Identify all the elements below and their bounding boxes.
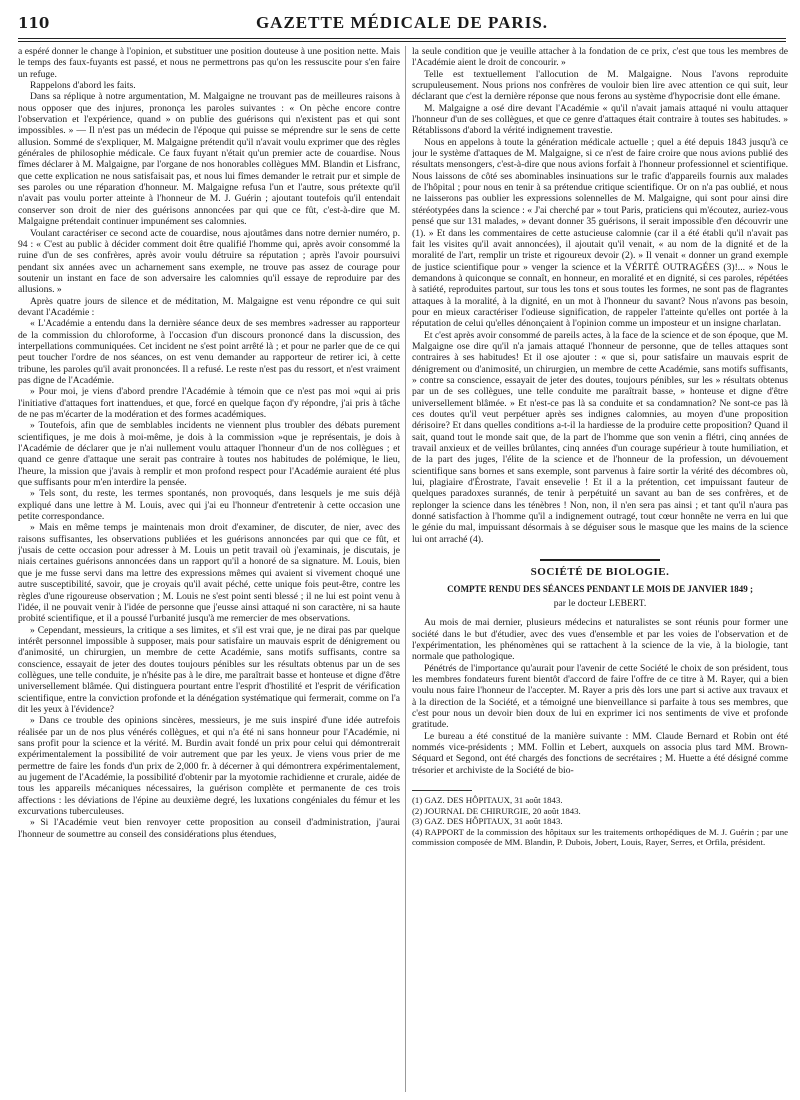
- footnote: (2) JOURNAL DE CHIRURGIE, 20 août 1843.: [412, 805, 581, 816]
- section-author: par le docteur LEBERT.: [553, 597, 647, 609]
- paragraph: » Si l'Académie veut bien renvoyer cette proposition au conseil d'administration, j'aurai l'honneur de soumettre au conseil des considérations plus étendues,: [18, 817, 400, 840]
- paragraph: a espéré donner le change à l'opinion, et substituer une position douteuse à une position nette. Mais le temps des faux-fuyants est passé, et nous ne permettrons pas qu'on les ressuscite pour s'en faire un refuge.: [18, 46, 400, 80]
- paragraph: » Tels sont, du reste, les termes spontanés, non provoqués, dans lesquels je me suis déjà expliqué dans une lettre à M. Louis, avec qui j'ai eu l'honneur d'entretenir à cette occasion une petite correspondance.: [18, 488, 400, 523]
- paragraph: « L'Académie a entendu dans la dernière séance deux de ses membres »adresser au rapporteur de la commission du chloroforme, à l'occasion d'un discours prononcé dans la discussion, des interpellations communiquées. Cet incident ne s'est point arrêté là ; et pour ne parler que de ce qui peut toucher l'ordre de nos séances, on est venu demander au rapporteur de retirer ici, à cette tribune, les paroles qu'il avait prononcées. Il a refusé. Le reste n'est pas du ressort, et n'est vraiment pas digne de l'Académie.: [18, 318, 400, 386]
- footnote-rule: [412, 790, 472, 791]
- paragraph: Et c'est après avoir consommé de pareils actes, à la face de la science et de son époque, que M. Malgaigne ose dire qu'il n'a jamais attaqué l'honneur de personne, que de telles attaques sont contraires à ses habitudes! Et il ose ajouter : « que si, pour satisfaire un mauvais esprit de dénigrement ou d'animosité, un chirurgien, un membre de cette Académie, sans motifs suffisants, » contre sa conscience, essayait de jeter des doutes, toujours pénibles, sur les » résultats obtenus par un de ses collègues, une telle conduite me paraîtrait basse, » honteuse et digne d'être universellement blâmée. » Et n'est-ce pas là sa conduite et sa condamnation? Ne sont-ce pas là ces doutes qu'il veut perpétuer après ses indignes calomnies, au moyen d'une proposition dérisoire? Et dans quelles conditions a-t-il la hardiesse de la produire cette proposition? Quand il sait, quand tout le monde sait que, de la part de l'homme que son venin a flétri, cinq années de travail anxieux et de veilles brûlantes, cinq années d'un courage supérieur à toute humiliation, et de la part des juges, l'élite de la science et de l'honneur de la profession, un dévouement scientifique sans bornes et sans exemple, sont parvenus à faire sortir la vérité des décombres où, lui, plagiaire d'Érostrate, l'avait ensevelie ! Et il a la prétention, cet impuissant fauteur de quelques paradoxes surannés, de tenir à perpétuité un savant au ban de ses confrères, et de replonger la science dans les ténèbres ! Non, non, il n'en sera pas ainsi ; et tant qu'il n'aura pas donné satisfaction à l'homme qu'il a indignement outragé, tout cœur honnête ne verra en lui que le génie du mal, impuissant désormais à se déguiser sous le masque que les mains de la science lui ont arraché (4).: [412, 329, 788, 545]
- header-rule-thin: [18, 41, 786, 42]
- paragraph: Voulant caractériser ce second acte de couardise, nous ajoutâmes dans notre dernier numéro, p. 94 : « C'est au public à décider comment doit être qualifié l'homme qui, après avoir consommé la ruine d'un de ses confrères, après avoir voulu détruire sa réputation ; après l'avoir poursuivi pendant six années avec un acharnement sans exemple, ne trouve pas assez de courage pour soutenir un instant en face de son adversaire les calomnies qu'il essaye de reproduire par des allusions. »: [18, 227, 400, 296]
- paragraph: Nous en appelons à toute la génération médicale actuelle ; quel a été depuis 1843 jusqu'à ce jour le système d'attaques de M. Malgaigne, si ce n'est de faire croire que nous avions publié des résultats mensongers, c'est-à-dire que nous avions forfait à l'honneur professionnel et scientifique. Nous laissons de côté ses abominables insinuations sur le trafic d'appareils fournis aux malades de l'hôpital ; pour nous en tenir à sa prétendue critique scientifique. Or on n'a pas oublié, et nous ne laisserons pas oublier les expressions solennelles de M. Malgaigne, qui sont pour ainsi dire stéréotypées dans la science : « J'ai cherché par » tout Paris, praticiens qui m'écoutez, auriez-vous pensé que sur 131 malades, » devant donner 35 guérisons, il serait impossible d'en découvrir une (1). » Et dans les commentaires de cette astucieuse calomnie (car il a été établi qu'il n'avait pas fait les visites qu'il avait annoncées), il ajoutait qu'il venait, « au nom de la dignité et de la moralité de l'art, remplir un triste et rigoureux devoir (2). » Il venait « donner un grand exemple de justice scientifique pour » venger la science et la VÉRITÉ OUTRAGÉES (3)!... » Nous le demandons à quiconque se connaît, en honneur, en moralité et en dignité, si ces paroles, répétées à satiété, reproduites partout, sur tous les tons et sous toutes les formes, ne sont pas de flagrantes attaques à la moralité, à la dignité, en un mot à l'honneur du savant? Nous n'avons pas besoin, pour en mieux caractériser l'odieuse signification, de rappeler l'atteinte qu'elles ont portée à la réputation de celui qu'elles dénonçaient à l'opinion comme un imposteur et un insigne charlatan.: [412, 136, 788, 330]
- paragraph: Pénétrés de l'importance qu'aurait pour l'avenir de cette Société le choix de son président, tous les membres fondateurs furent bientôt d'accord de faire l'offre de ce titre à M. Rayer, qui a bien voulu nous faire l'honneur de l'accepter. M. Rayer a pris dès lors une part si active aux travaux et à la direction de la Société, et a témoigné une bienveillance si parfaite à tous ses membres, que c'est pour nous un devoir bien doux de lui en exprimer ici nos sentiments de vive et profonde gratitude.: [412, 662, 788, 731]
- section-separator: [540, 559, 660, 561]
- paragraph: » Cependant, messieurs, la critique a ses limites, et s'il est vrai que, je ne dirai pas par quelque intérêt personnel impossible à supposer, mais pour satisfaire un mauvais esprit de dénigrement ou d'animosité, un chirurgien, un membre de cette Académie, sans motifs suffisants, contre sa conscience, essayait de jeter des doutes toujours pénibles sur les résultats obtenus par un de ses collègues, une telle conduite, je n'hésite pas à le dire, me paraîtrait basse et honteuse et digne d'être universellement blâmée. Qui distinguera pourtant entre l'esprit d'hostilité et l'esprit de vérification scientifique, entre la conviction profonde et la dénégation systématique qui fermerait, comme on l'a dit les yeux à l'évidence?: [18, 624, 400, 715]
- paragraph: Après quatre jours de silence et de méditation, M. Malgaigne est venu répondre ce qui suit devant l'Académie :: [18, 295, 400, 318]
- right-column: [412, 46, 788, 1092]
- paragraph: » Dans ce trouble des opinions sincères, messieurs, je me suis inspiré d'une idée autrefois réalisée par un de nos plus vénérés collègues, et qui n'a été ni sans honneur pour l'Académie, ni sans profit pour la science et la vérité. M. Burdin avait fondé un prix pour celui qui démontrerait expérimentalement la possibilité de voir autrement que par les yeux. Je viens vous prier de me permettre de faire les fonds d'un prix de 2,000 fr. à décerner à qui démontrera expérimentalement, au jugement de l'Académie, la possibilité d'obtenir par la myotomie rachidienne et crurale, aidée de tous les appareils mécaniques nécessaires, la guérison complète et permanente de ces trois affections : les déviations de l'épine au deuxième degré, les luxations congéniales du fémur et les excurvations tuberculeuses.: [18, 715, 400, 818]
- footnote: (3) GAZ. DES HÔPITAUX, 31 août 1843.: [412, 816, 563, 827]
- running-title: GAZETTE MÉDICALE DE PARIS.: [255, 13, 549, 32]
- paragraph: Telle est textuellement l'allocution de M. Malgaigne. Nous l'avons reproduite scrupuleusement. Nous prions nos confrères de vouloir bien lire avec attention ce qui suit, leur déclarant que c'est la dernière réponse que nous ferons au système d'hypocrisie dont elle émane.: [412, 68, 788, 103]
- paragraph: Rappelons d'abord les faits.: [30, 80, 136, 92]
- footnote: (4) RAPPORT de la commission des hôpitaux sur les traitements orthopédiques de M. J. Guérin ; par une commission composée de MM. Blandin, P. Dubois, Jobert, Louis, Rayer, Serres, et Orfila, président.: [412, 826, 788, 848]
- paragraph: » Pour moi, je viens d'abord prendre l'Académie à témoin que ce n'est pas moi »qui ai pris l'initiative d'attaques fort inattendues, et que, forcé en quelque façon d'y répondre, j'ai pris à tâche de ne pas m'écarter de la modération et des formes académiques.: [18, 386, 400, 420]
- paragraph: la seule condition que je veuille attacher à la fondation de ce prix, c'est que tous les membres de l'Académie aient le droit de concourir. »: [412, 46, 788, 69]
- paragraph: » Toutefois, afin que de semblables incidents ne viennent plus troubler des débats purement scientifiques, je me dois à moi-même, je dois à la commission »que je représentais, je dois à l'Académie de déclarer que je n'ai nullement voulu attaquer l'honneur d'un de nos collègues ; et quand ce genre d'attaque une serait pas contraire à toutes nos habitudes de polémique, le lieu, l'heure, la mission que j'avais à remplir et mon profond respect pour l'Académie auraient été plus que suffisants pour m'en interdire la pensée.: [18, 420, 400, 489]
- header-rule: [18, 38, 786, 39]
- section-subtitle: COMPTE RENDU DES SÉANCES PENDANT LE MOIS DE JANVIER 1849 ;: [447, 584, 753, 595]
- column-divider: [405, 46, 406, 1092]
- section-title: SOCIÉTÉ DE BIOLOGIE.: [530, 566, 670, 579]
- left-column: [18, 46, 400, 1092]
- paragraph: M. Malgaigne a osé dire devant l'Académie « qu'il n'avait jamais attaqué ni voulu attaquer l'honneur d'un de ses collègues, et que ce genre d'attaques était contraire à toutes ses habitudes. » Rétablissons d'abord la vérité indignement travestie.: [412, 102, 788, 137]
- page-number: 110: [18, 14, 50, 32]
- paragraph: » Mais en même temps je maintenais mon droit d'examiner, de discuter, de nier, avec des raisons suffisantes, les observations publiées et les guérisons annoncées par qui que ce fût, et j'usais de cette occasion pour adresser à M. Louis un petit travail où j'examinais, je discutais, je niais certaines guérisons annoncées dans un rapport qu'il a honoré de sa signature. M. Louis, bien que je me fusse servi dans ma lettre des expressions mêmes qui avaient si vivement choqué une autre susceptibilité, savoir, que je croyais qu'il avait péché, cette unique fois peut-être, contre les règles d'une rigoureuse observation ; M. Louis ne s'est point senti blessé ; il ne lui est point venu à l'idée, il ne pouvait venir à l'idée de personne que j'eusse ainsi attaqué ni son caractère, ni sa haute probité scientifique, et il a poussé l'urbanité jusqu'à me remercier de mes observations.: [18, 522, 400, 625]
- footnote: (1) GAZ. DES HÔPITAUX, 31 août 1843.: [412, 794, 563, 805]
- paragraph: Au mois de mai dernier, plusieurs médecins et naturalistes se sont réunis pour former une société dans le but d'étudier, avec des vues d'ensemble et par les voies de l'observation et de l'expérimentation, les phénomènes qui se rattachent à la science de la vie, à la biologie, tant normale que pathologique.: [412, 617, 788, 663]
- paragraph: Le bureau a été constitué de la manière suivante : MM. Claude Bernard et Robin ont été nommés vice-présidents ; MM. Follin et Lebert, auxquels on associa plus tard MM. Brown-Séquard et Segond, ont été chargés des fonctions de secrétaires ; M. Huette a été désigné comme trésorier et archiviste de la Société de bio-: [412, 730, 788, 776]
- page-header: [18, 10, 786, 36]
- paragraph: Dans sa réplique à notre argumentation, M. Malgaigne ne trouvant pas de meilleures raisons à nous opposer que des injures, prononça les paroles suivantes : « On pèche encore contre l'observation et l'expérience, quand » on publie des guérisons qui n'existent pas et qui sont impossibles. » — Il n'est pas un médecin de l'époque qui puisse se méprendre sur le sens de cette allusion. Sommé de s'expliquer, M. Malgaigne prétendit qu'il n'avait voulu exprimer que des règles générales de philosophie médicale. Ce faux fuyant n'était qu'un premier acte de couardise. Nous fîmes déclarer à M. Malgaigne, par l'organe de nos honorables collègues MM. Blandin et Lisfranc, que cette explication ne nous satisfaisait pas, et nous lui fîmes demander le retrait pur et simple de ses paroles ou une réparation d'honneur. M. Malgaigne refusa l'un et l'autre, sous prétexte qu'il n'avait pas voulu porter atteinte à l'honneur de M. J. Guérin ; ajoutant toutefois qu'il entendait conserver son droit de nier des guérisons annoncées par qui que ce fût, c'est-à-dire que M. Malgaigne prétendait continuer impunément ses calomnies.: [18, 91, 400, 228]
